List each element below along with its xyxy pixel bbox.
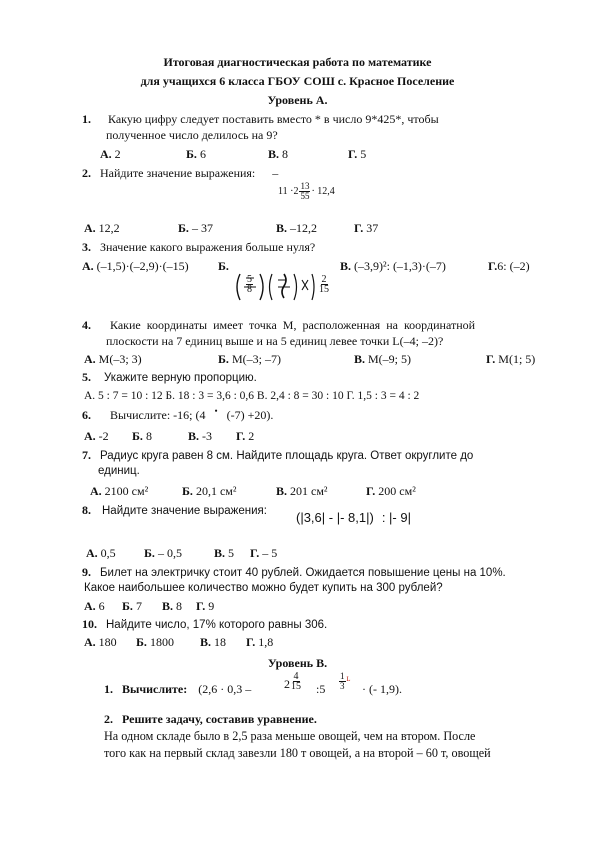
q4-option-b: Б. M(–3; –7)	[218, 352, 281, 366]
q10-text: Найдите число, 17% которого равны 306.	[106, 619, 328, 631]
q2-option-a: А. 12,2	[84, 221, 120, 235]
q6-dot: •	[214, 406, 218, 416]
q3-option-b-expression	[234, 272, 334, 302]
q1-block	[82, 112, 439, 126]
q10-option-g: Г. 1,8	[246, 635, 274, 649]
q4-text-1: Какие координаты имеет точка M, расположенная на координатной	[110, 318, 476, 332]
q3-option-v: В. (–3,9)²: (–1,3)·(–7)	[340, 259, 446, 273]
q1-option-a: А. 2	[100, 147, 121, 161]
q3-frac-2: $\frac{2}{15}$	[319, 274, 329, 295]
q4-block	[82, 318, 475, 332]
q6-block	[82, 408, 273, 423]
q8-option-v: В. 5	[214, 546, 235, 560]
q3-option-a: А. (–1,5)·(–2,9)·(–15)	[82, 259, 189, 273]
b1-number: 1.	[104, 682, 113, 696]
title-line-2: для учащихся 6 класса ГБОУ СОШ с. Красное Поселение	[140, 74, 455, 88]
q10-number: 10.	[82, 617, 97, 631]
q10-option-a: А. 180	[84, 635, 117, 649]
b1-colon5: :5	[316, 682, 326, 696]
q5-answers: А. 5 : 7 = 10 : 12 Б. 18 : 3 = 3,6 : 0,6 В. 2,4 : 8 = 30 : 10 Г. 1,5 : 3 = 4 : 2	[84, 390, 420, 402]
q4-number: 4.	[82, 318, 91, 332]
q8-block	[82, 503, 267, 518]
b2-line-1: На одном складе было в 2,5 раза меньше овощей, чем на втором. После	[104, 729, 476, 743]
q8-number: 8.	[82, 503, 91, 517]
q7-option-v: В. 201 см²	[276, 484, 328, 498]
level-b-heading: Уровень В.	[267, 656, 328, 670]
level-a-heading: Уровень А.	[267, 93, 328, 107]
q1-option-b: Б. 6	[186, 147, 206, 161]
q10-option-v: В. 18	[200, 635, 227, 649]
q9-option-v: В. 8	[162, 599, 183, 613]
b1-text: Вычислите:	[122, 682, 188, 696]
q9-option-a: А. 6	[84, 599, 105, 613]
q2-option-b: Б. – 37	[178, 221, 213, 235]
b2-text: Решите задачу, составив уравнение.	[122, 712, 317, 726]
q6-number: 6.	[82, 408, 91, 422]
q3-block	[82, 240, 315, 254]
q8-option-b: Б. – 0,5	[144, 546, 182, 560]
q9-option-b: Б. 7	[122, 599, 142, 613]
b1-block	[104, 682, 251, 696]
q7-text-1: Радиус круга равен 8 см. Найдите площадь круга. Ответ округлите до	[100, 450, 474, 462]
q4-text-2: плоскости на 7 единиц выше и на 5 единиц левее точки L(–4; –2)?	[106, 334, 444, 348]
q6-option-b: Б. 8	[132, 429, 152, 443]
q6-text-tail: (-7) +20).	[226, 408, 274, 422]
q1-text-2: полученное число делилось на 9?	[106, 128, 278, 142]
q7-text-2: единиц.	[98, 465, 140, 477]
q2-dash: –	[272, 166, 279, 180]
q3-text: Значение какого выражения больше нуля?	[100, 240, 316, 254]
q3-option-b: Б.	[218, 259, 229, 273]
q4-option-g: Г. M(1; 5)	[486, 352, 536, 366]
q9-number: 9.	[82, 565, 91, 579]
b2-block	[104, 712, 317, 726]
q7-option-a: А. 2100 см²	[90, 484, 149, 498]
b1-mixed-fraction: 2 $\frac{4}{15}$	[284, 671, 301, 692]
b1-fraction-2: $\frac{1}{3}$ ʟ	[340, 671, 351, 691]
b1-red-mark: ʟ	[346, 672, 351, 683]
q7-number: 7.	[82, 448, 91, 462]
q4-option-a: А. M(–3; 3)	[84, 352, 142, 366]
q5-text: Укажите верную пропорцию.	[104, 372, 257, 384]
b1-expr: (2,6 · 0,3 –	[198, 682, 252, 696]
q8-option-g: Г. – 5	[250, 546, 278, 560]
q9-block	[82, 565, 506, 580]
q8-option-a: А. 0,5	[86, 546, 116, 560]
q7-option-g: Г. 200 см²	[366, 484, 416, 498]
q9-text-2: Какое наибольшее количество можно будет купить на 300 рублей?	[84, 582, 443, 594]
q10-option-b: Б. 1800	[136, 635, 174, 649]
q9-text-1: Билет на электричку стоит 40 рублей. Ожидается повышение цены на 10%.	[100, 567, 506, 579]
q2-expression: 11 ·2 $\frac{13}{55}$ · 12,4	[278, 181, 335, 201]
q9-option-g: Г. 9	[196, 599, 215, 613]
q7-block	[82, 448, 473, 463]
q2-number: 2.	[82, 166, 91, 180]
q6-option-a: А. -2	[84, 429, 109, 443]
q7-option-b: Б. 20,1 см²	[182, 484, 237, 498]
title-line-1: Итоговая диагностическая работа по математике	[163, 55, 432, 69]
q2-text: Найдите значение выражения:	[100, 166, 256, 180]
q6-option-v: В. -3	[188, 429, 213, 443]
q6-option-g: Г. 2	[236, 429, 255, 443]
q5-number: 5.	[82, 370, 91, 384]
q2-block	[82, 166, 278, 180]
q2-option-v: В. –12,2	[276, 221, 318, 235]
q10-block	[82, 617, 327, 632]
q4-option-v: В. M(–9; 5)	[354, 352, 412, 366]
q8-text: Найдите значение выражения:	[102, 505, 267, 517]
q3-option-g: Г.6: (–2)	[488, 259, 530, 273]
q3-frac-1: $\frac{5}{8}$	[247, 274, 252, 295]
b2-line-2: того как на первый склад завезли 180 т овощей, а на второй – 60 т, овощей	[104, 746, 491, 760]
q3-number: 3.	[82, 240, 91, 254]
q6-text: Вычислите: -16; (4	[110, 408, 206, 422]
q1-option-v: В. 8	[268, 147, 289, 161]
q1-text-1: Какую цифру следует поставить вместо * в число 9*425*, чтобы	[108, 112, 439, 126]
q1-option-g: Г. 5	[348, 147, 367, 161]
q1-number: 1.	[82, 112, 91, 126]
q2-option-g: Г. 37	[354, 221, 379, 235]
q5-block	[82, 370, 257, 385]
b1-tail: · (- 1,9).	[362, 682, 402, 696]
b2-number: 2.	[104, 712, 113, 726]
q8-expression: (|3,6| - |- 8,1|) : |- 9|	[296, 510, 411, 525]
